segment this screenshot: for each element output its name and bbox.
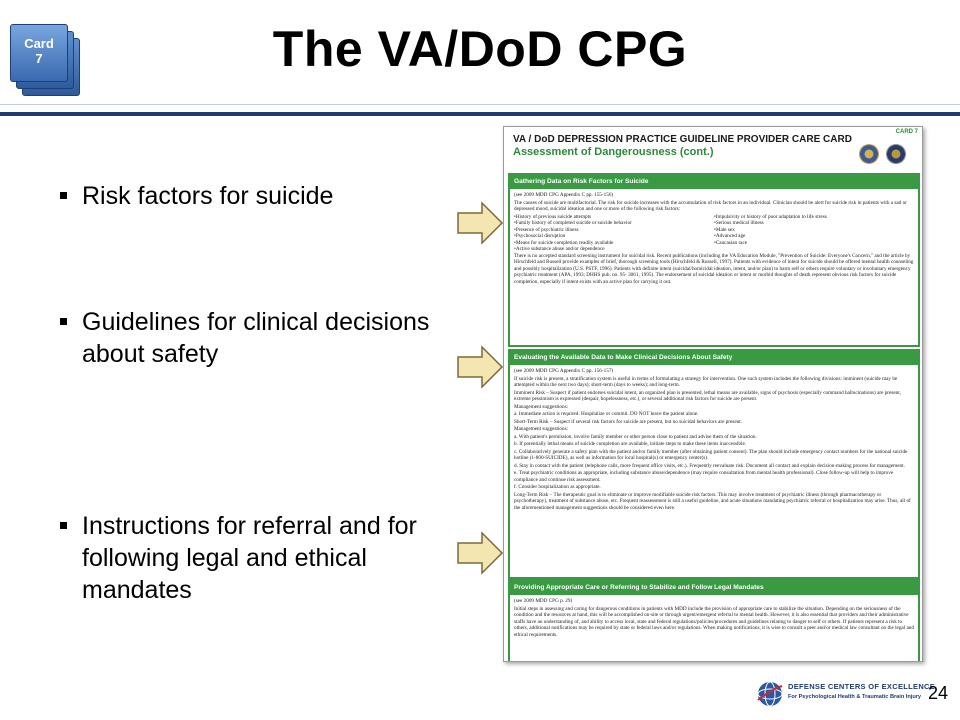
risk-factor-columns: [514, 214, 914, 253]
section-body: [510, 189, 918, 289]
card-subheading: Assessment of Dangerousness (cont.): [513, 146, 714, 158]
section-line: Management suggestions:: [514, 403, 569, 410]
card-header: [504, 127, 922, 167]
list-item: • Serious medical illness: [714, 220, 914, 227]
org-name: DEFENSE CENTERS OF EXCELLENCE: [788, 682, 936, 691]
page-number: 24: [928, 683, 949, 703]
section-line: b. If potentially lethal means of suicide completion are available, initiate steps to make these items inaccessible.: [514, 441, 747, 447]
risk-factor-list-left: [514, 214, 714, 253]
title-divider-thick: [0, 112, 960, 116]
section-ref: (see 2009 MDD CPG p. 29): [514, 598, 573, 604]
title-divider-thin: [0, 104, 960, 105]
section-line: Management suggestions:: [514, 426, 569, 432]
list-item: • Family history of completed suicide or suicide behavior: [514, 220, 714, 227]
section-ref: (see 2009 MDD CPG Appendix C pp. 155-156): [514, 192, 614, 198]
section-title: Providing Appropriate Care or Referring to Stabilize and Follow Legal Mandates: [510, 581, 918, 595]
section-line: f. Consider hospitalization as appropriate.: [514, 484, 601, 490]
list-item: • Caucasian race: [714, 240, 914, 247]
section-title: Evaluating the Available Data to Make Clinical Decisions About Safety: [510, 351, 918, 365]
card-tag: CARD 7: [895, 129, 918, 135]
list-item: • Impulsivity or history of poor adaptation to life stress: [714, 214, 914, 221]
dod-seal-icon: [886, 144, 906, 164]
section-line: e. Treat psychiatric conditions as appropriate, including substance abuse/dependence (may require consultation from mental health professional). Close follow-up will help to improve compliance and continue risk assessment.: [514, 470, 894, 483]
card-heading: VA / DoD DEPRESSION PRACTICE GUIDELINE PROVIDER CARE CARD: [513, 134, 852, 145]
va-seal-icon: [859, 144, 879, 164]
section-clinical-decisions: [508, 349, 920, 579]
section-line: d. Stay in contact with the patient (telephone calls, more frequent office visits, etc.). Frequently reevaluate risk. Document all contact and explain decision-making process for management.: [514, 462, 905, 469]
section-line: Imminent Risk – Suspect if patient endorses suicidal intent, an organized plan is presented, lethal means are available, signs of psychosis (especially command hallucinations) are present, extreme pessimism is expressed (despair, hopelessness, etc.), or several additional risk factors for suicide are present.: [514, 389, 901, 402]
section-ref: (see 2009 MDD CPG Appendix C pp. 156-157): [514, 368, 614, 374]
slide-title: The VA/DoD CPG: [272, 21, 688, 77]
arrow-right-icon: [456, 531, 504, 575]
section-title: Gathering Data on Risk Factors for Suicide: [510, 175, 918, 189]
list-item: • Psychosocial disruption: [514, 233, 714, 240]
list-item: • Advanced age: [714, 233, 914, 240]
badge-line2: 7: [35, 51, 43, 66]
bullet-marker: [60, 318, 67, 325]
section-outro: There is no accepted standard screening instrument for suicidal risk. Recent publications (including the VA Education Module, "Prevention of Suicide: Everyone's Concern," and the article by Hirschfeld and Russell provide examples of brief, thorough screening tools (Hirschfeld & Russell, 1997). Patients with evidence of intent for suicide should be offered mental health counseling and possibly hospitalization (U.S. PSTF, 1996). Patients with definite intent (suicidal/homicidal ideation, intent, and/or plan) to harm self or others require voluntary or involuntary emergency psychiatric treatment (APA, 1993; DHHS pub. no. 95- 3061, 1995). The endorsement of suicidal ideation or intent or morbid thoughts of death represent obvious risk factors for suicide completion, especially if intent exists with an active plan for carrying it out.: [514, 252, 914, 285]
badge-line1: Card: [24, 36, 54, 51]
section-body: [510, 365, 918, 515]
bullet-text: Guidelines for clinical decisions about safety: [82, 308, 430, 368]
bullet-text: Instructions for referral and for following legal and ethical mandates: [82, 512, 417, 604]
dce-globe-logo-icon: [756, 680, 784, 708]
section-line: a. With patient's permission, involve family member or other person close to patient and advise them of the situation.: [514, 433, 757, 440]
bullet-marker: [60, 522, 67, 529]
section-line: If suicide risk is present, a stratification system is useful in terms of formulating a strategy for intervention. One such system includes the following divisions: imminent (suicide may be attempted within the next two days); short-term (days to weeks); and long-term.: [514, 375, 898, 388]
section-line: Short-Term Risk – Suspect if several risk factors for suicide are present, but no suicidal behaviors are present.: [514, 418, 742, 425]
list-item: • History of previous suicide attempts: [514, 214, 714, 221]
list-item: • Presence of psychiatric illness: [514, 227, 714, 234]
provider-care-card: [503, 126, 923, 662]
section-referral-legal: [508, 579, 920, 662]
section-text: Initial steps in assessing and caring for dangerous conditions in patients with MDD include the provision of appropriate care to stabilize the situation. Depending on the seriousness of the condition and the resources at hand, this will be accomplished on-site or through urgent/emergent referral to mental health. However, it is also essential that providers and their administrative staffs have an understanding of, and ability to access local, state and federal regulations/policies/procedures and guidelines relating to danger to self or others. If patients represent a risk to others, additional notifications may be required by state or federal laws and/or regulations. When making notifications, it is wise to consult a peer and/or medical law consultant on the legal and ethical requirements.: [514, 605, 914, 638]
bullet-text: Risk factors for suicide: [82, 182, 334, 210]
list-item: • Active substance abuse and/or dependence: [514, 246, 714, 253]
list-item: • Means for suicide completion readily available: [514, 240, 714, 247]
section-line: Long-Term Risk – The therapeutic goal is to eliminate or improve modifiable suicide risk factors. This may involve treatment of psychiatric illness (through pharmacotherapy or psychotherapy), treatment of substance abuse, etc. Frequent reassessment is still a useful guideline, and acute situations mandating psychiatric referral or hospitalization may arise. Thus, all of the aforementioned management suggestions should be considered even here.: [514, 491, 911, 511]
section-line: c. Collaboratively generate a safety plan with the patient and/or family member (after obtaining patient consent). The plan should include emergency contact numbers for the national suicide hotline (1-800-SUICIDE), as well as information for local hospital(s) or emergency center(s).: [514, 448, 908, 461]
section-line: a. Immediate action is required. Hospitalize or commit. DO NOT leave the patient alone.: [514, 411, 699, 417]
arrow-right-icon: [456, 345, 504, 389]
section-risk-factors: [508, 173, 920, 347]
arrow-right-icon: [456, 201, 504, 245]
org-subtitle: For Psychological Health & Traumatic Brain Injury: [788, 694, 922, 700]
section-intro: The causes of suicide are multifactorial. The risk for suicide increases with the accumulation of risk factors in an individual. Clinician should be alert for suicide risk in patients with a sad or depressed mood, suicidal ideation and one or more of the following risk factors:: [514, 199, 907, 212]
bullet-marker: [60, 192, 67, 199]
list-item: • Male sex: [714, 227, 914, 234]
section-body: [510, 595, 918, 642]
risk-factor-list-right: [714, 214, 914, 253]
